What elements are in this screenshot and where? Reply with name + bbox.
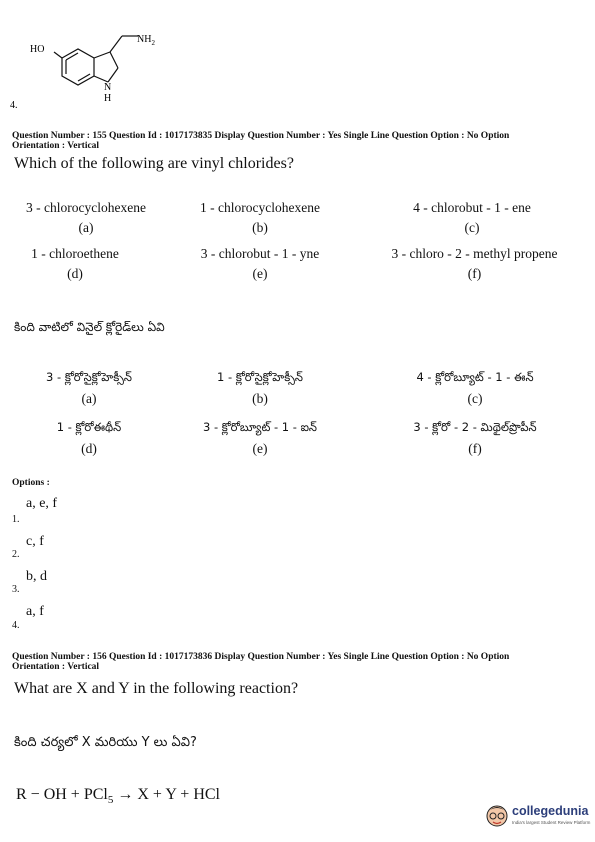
structure-drawing (10, 20, 190, 112)
item-e-en: 3 - chlorobut - 1 - yne (e) (200, 246, 320, 281)
item-e-te: 3 - క్లోరోబ్యూట్ - 1 - ఐన్ (e) (202, 420, 317, 456)
brand-tagline: India's largest Student Review Platform (512, 820, 591, 825)
item-f-en: 3 - chloro - 2 - methyl propene (f) (391, 246, 558, 281)
q156-meta (12, 652, 587, 672)
item-b-te: 1 - క్లోరోసైక్లోహెక్సీన్ (b) (217, 370, 303, 406)
option-2-value[interactable]: c, f (26, 534, 44, 549)
ho-label: HO (30, 44, 45, 55)
option-4-number: 4. (12, 620, 20, 631)
item-a-en: 3 - chlorocyclohexene (a) (26, 200, 146, 235)
equation-right: → X + Y + HCl (117, 786, 220, 803)
chemical-structure (10, 20, 190, 112)
q156-question: What are X and Y in the following reaction? (14, 680, 299, 697)
q156-meta-line1: Question Number : 156 Question Id : 1017173836 Display Question Number : Yes Single Line Question Option : No Option (12, 652, 510, 662)
equation-sub: 5 (107, 794, 114, 807)
option-2-number: 2. (12, 549, 20, 560)
q156-meta-line2: Orientation : Vertical (12, 662, 100, 672)
option-3-number: 3. (12, 584, 20, 595)
item-c-en: 4 - chlorobut - 1 - ene (c) (413, 200, 531, 235)
item-a-te: 3 - క్లోరోసైక్లోహెక్సీన్ (a) (46, 370, 132, 406)
q155-question: Which of the following are vinyl chlorides? (14, 155, 294, 172)
mascot-icon (484, 802, 510, 828)
q155-meta-line2: Orientation : Vertical (12, 141, 100, 151)
n-label: N (104, 82, 112, 93)
brand-name: collegedunia (512, 804, 589, 818)
collegedunia-watermark (484, 800, 592, 834)
reaction-equation (16, 786, 220, 806)
options-label: Options : (12, 478, 50, 488)
structure-number: 4. (10, 100, 18, 111)
item-c-te: 4 - క్లోరోబ్యూట్ - 1 - ఈన్ (c) (416, 370, 534, 406)
option-1-number: 1. (12, 514, 20, 525)
equation-left: R − OH + PCl (16, 786, 108, 803)
item-b-en: 1 - chlorocyclohexene (b) (200, 200, 320, 235)
option-4-value[interactable]: a, f (26, 604, 44, 619)
q156-telugu-question: కింది చర్యలో X మరియు Y లు ఏవి? (14, 735, 197, 750)
item-d-en: 1 - chloroethene (d) (31, 246, 119, 281)
q155-meta-line1: Question Number : 155 Question Id : 1017173835 Display Question Number : Yes Single Line Question Option : No Option (12, 131, 510, 141)
nh2-label: $NH_2$ (137, 34, 155, 47)
item-d-te: 1 - క్లోరోఈథీన్ (d) (56, 420, 122, 456)
q155-telugu-question: కింది వాటిలో వినైల్ క్లోరైడ్‌లు ఏవి (14, 320, 165, 334)
option-3-value[interactable]: b, d (26, 569, 47, 584)
option-1-value[interactable]: a, e, f (26, 496, 58, 511)
q155-meta (12, 131, 587, 151)
h-label: H (104, 93, 112, 104)
item-f-te: 3 - క్లోరో - 2 - మిథైల్‌ప్రొపీన్ (f) (413, 420, 537, 456)
